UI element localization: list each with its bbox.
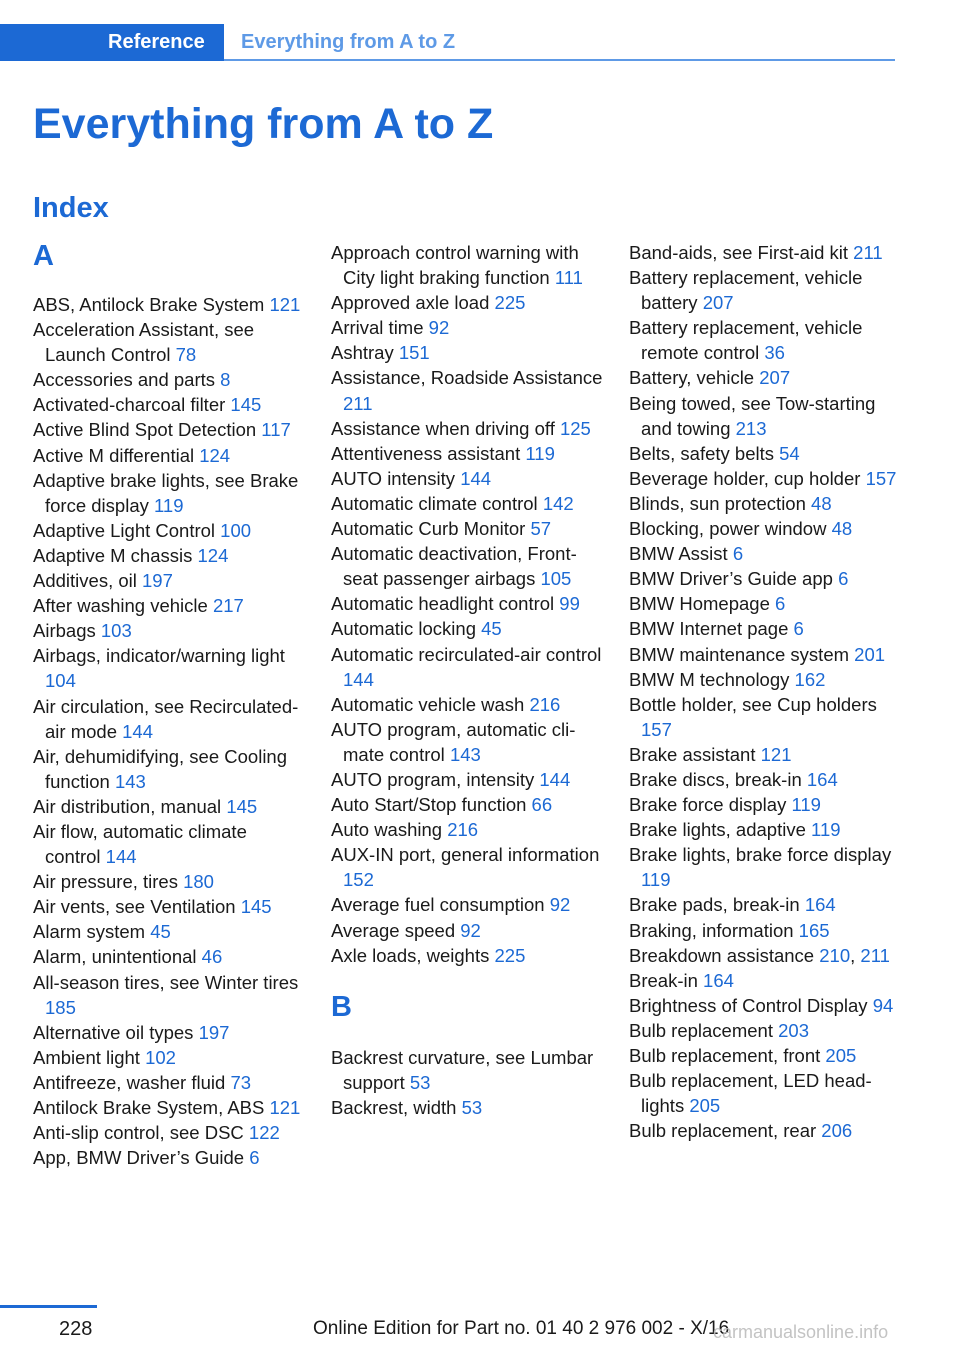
index-entry-text: Attentiveness assistant — [331, 442, 521, 464]
index-entry-text: Air, dehumidifying, see Cooling function — [33, 745, 288, 792]
page-link[interactable]: 180 — [183, 871, 214, 893]
index-entry-text: BMW M technology — [629, 668, 790, 690]
page-link[interactable]: 157 — [641, 718, 672, 740]
index-entry-text: Bottle holder, see Cup holders — [629, 693, 877, 715]
index-entry-text: AUTO intensity — [331, 467, 456, 489]
index-entry — [33, 367, 305, 392]
page-link[interactable]: 201 — [854, 643, 886, 665]
index-entry-text: Automatic climate control — [331, 492, 538, 514]
index-entry — [629, 667, 901, 692]
index-entry — [629, 466, 901, 491]
index-entry-text: Braking, information — [629, 919, 794, 941]
index-entry-text: Adaptive Light Control — [33, 519, 216, 541]
page-link[interactable]: 203 — [778, 1019, 809, 1041]
index-entry-text: Break-in — [629, 969, 698, 991]
page-link[interactable]: 205 — [825, 1045, 857, 1066]
index-entry — [33, 869, 305, 894]
page-link[interactable]: 117 — [261, 419, 291, 441]
index-entry — [33, 643, 305, 693]
index-entry — [629, 315, 901, 365]
page-link[interactable]: 143 — [114, 770, 146, 792]
index-entry — [629, 566, 901, 591]
index-entry-text: App, BMW Driver’s Guide — [33, 1147, 245, 1169]
index-entry — [33, 468, 305, 518]
index-entry — [331, 516, 603, 541]
index-entry — [629, 1068, 901, 1118]
index-entry — [331, 892, 603, 917]
index-entry-text: Activated-charcoal filter — [33, 394, 226, 416]
index-entry-text: Active M differential — [33, 444, 195, 466]
page-link[interactable]: 104 — [45, 670, 76, 692]
page-link[interactable]: 152 — [343, 869, 374, 891]
page-link[interactable]: 45 — [481, 618, 502, 640]
page-link[interactable]: 216 — [529, 693, 561, 715]
page-link[interactable]: 211 — [343, 392, 373, 414]
page-link[interactable]: 121 — [760, 743, 792, 765]
index-entry — [33, 518, 305, 543]
index-entry — [629, 968, 901, 993]
index-entry-text: Average fuel consumption — [331, 894, 545, 916]
page-link[interactable]: 102 — [145, 1046, 176, 1068]
index-entry-text: BMW Homepage — [629, 593, 770, 615]
index-entry — [33, 593, 305, 618]
page-link[interactable]: 103 — [100, 620, 132, 642]
index-entry-text: Arrival time — [331, 317, 424, 339]
watermark: carmanualsonline.info — [713, 1322, 889, 1342]
index-heading: Index — [33, 192, 109, 224]
index-entry-text: Brightness of Control Display — [629, 994, 868, 1016]
page-link[interactable]: 165 — [798, 919, 830, 941]
page-link[interactable]: 8 — [220, 369, 231, 391]
index-entry — [629, 541, 901, 566]
index-entry-text: Bulb replacement — [629, 1019, 773, 1041]
page-link[interactable]: 142 — [542, 492, 574, 514]
page-link[interactable]: 151 — [398, 342, 430, 364]
index-entry — [629, 792, 901, 817]
index-entry — [33, 744, 305, 794]
index-entry — [33, 292, 305, 317]
page-link[interactable]: 119 — [791, 794, 821, 816]
index-entry-text: Air distribution, manual — [33, 795, 222, 817]
index-entry — [629, 1018, 901, 1043]
index-entry — [331, 616, 603, 641]
index-entry-text: Blocking, power window — [629, 518, 827, 540]
page-link[interactable]: 144 — [460, 467, 492, 489]
page-link[interactable]: 121 — [269, 1097, 301, 1118]
index-entry-text: Backrest, width — [331, 1096, 457, 1118]
page-link[interactable]: 92 — [428, 317, 450, 339]
index-entry-text: Assistance, Roadside Assistance — [331, 367, 603, 389]
page-link[interactable]: 216 — [447, 819, 479, 841]
index-entry-text: After washing vehicle — [33, 595, 208, 617]
index-entry-text: Beverage holder, cup holder — [629, 467, 861, 489]
index-entry — [33, 568, 305, 593]
index-entry-text: Band-aids, see First-aid kit — [629, 242, 849, 263]
index-entry-text: Antilock Brake System, ABS — [33, 1097, 265, 1118]
index-entry: Breakdown assistance 210, 211 — [629, 944, 890, 966]
breadcrumb[interactable]: Everything from A to Z — [241, 31, 456, 53]
index-entry-text: Air circulation, see Recirculated-air mode — [33, 695, 299, 742]
index-entry — [33, 1095, 305, 1120]
page-link[interactable]: 48 — [831, 518, 853, 540]
index-entry-text: Additives, oil — [33, 570, 137, 592]
page-link[interactable]: 121 — [269, 294, 301, 315]
index-entry-text: Approach control warning with City light braking function — [331, 242, 579, 289]
index-entry — [331, 340, 603, 365]
index-letter: B — [331, 990, 352, 1023]
index-entry — [629, 516, 901, 541]
page-link[interactable]: 197 — [198, 1021, 230, 1043]
page-link[interactable]: 162 — [794, 668, 826, 690]
index-entry — [629, 240, 901, 265]
index-entry-text: Active Blind Spot Detection — [33, 419, 257, 441]
index-entry — [33, 1120, 305, 1145]
page-link[interactable]: 92 — [549, 894, 571, 916]
index-entry — [33, 919, 305, 944]
page-link[interactable]: 45 — [150, 921, 171, 943]
index-entry-text: BMW Assist — [629, 543, 728, 565]
index-entry — [629, 391, 901, 441]
index-entry-text: Automatic vehicle wash — [331, 693, 525, 715]
page-link[interactable]: 119 — [525, 442, 555, 464]
page-number: 228 — [59, 1318, 93, 1340]
index-column-2 — [331, 240, 603, 1120]
page-link[interactable]: 207 — [759, 367, 791, 389]
index-entry — [331, 441, 603, 466]
page-link[interactable]: 145 — [226, 795, 258, 817]
index-entry — [629, 365, 901, 390]
page-link[interactable]: 54 — [779, 442, 800, 464]
index-entry-text: Ashtray — [331, 342, 394, 364]
index-entry — [331, 692, 603, 717]
page-link[interactable]: 100 — [220, 519, 252, 541]
index-entry — [33, 392, 305, 417]
index-entry — [331, 1095, 603, 1120]
index-entry-text: Airbags, indicator/warning light — [33, 645, 285, 667]
index-entry-text: Automatic locking — [331, 618, 476, 640]
section-tab[interactable] — [0, 24, 224, 61]
index-entry-text: Approved axle load — [331, 292, 490, 314]
index-entry-text: Bulb replacement, LED headlights — [629, 1070, 872, 1117]
page-link[interactable]: 46 — [201, 946, 223, 968]
page-header — [0, 24, 895, 62]
index-entry-text: Blinds, sun protection — [629, 492, 806, 514]
page-link[interactable]: 210 — [819, 944, 851, 966]
index-entry — [331, 943, 603, 968]
page-link[interactable]: 225 — [494, 292, 526, 314]
index-entry — [33, 543, 305, 568]
page-link[interactable]: 207 — [702, 292, 734, 314]
index-column-3 — [629, 240, 901, 1143]
page-link[interactable]: 124 — [197, 544, 229, 566]
index-entry — [331, 792, 603, 817]
page-link[interactable]: 213 — [735, 417, 767, 439]
index-entry-text: Automatic headlight control — [331, 593, 555, 615]
page-link[interactable]: 164 — [703, 969, 734, 991]
footer-divider — [0, 1305, 97, 1308]
page-link[interactable]: 197 — [142, 570, 173, 592]
index-entry — [331, 642, 603, 692]
index-entry-text: Automatic recirculated-air control — [331, 643, 602, 665]
index-entry — [33, 443, 305, 468]
page-title: Everything from A to Z — [33, 100, 494, 148]
page-link[interactable]: 105 — [540, 568, 572, 590]
index-entry-text: Adaptive brake lights, see Brake force display — [33, 469, 299, 516]
page-link[interactable]: 53 — [409, 1071, 431, 1093]
index-entry — [331, 365, 603, 415]
index-entry-text: Breakdown assistance — [629, 944, 815, 966]
page-link[interactable]: 92 — [460, 919, 481, 941]
index-entry-text: Acceleration Assistant, see Launch Control — [33, 319, 255, 366]
page-link[interactable]: 164 — [806, 768, 838, 790]
index-entry — [629, 591, 901, 616]
page-link[interactable]: 211 — [860, 944, 890, 966]
index-entry-text: Auto Start/Stop function — [331, 794, 527, 816]
page-link[interactable]: 57 — [530, 518, 552, 540]
index-entry — [33, 894, 305, 919]
index-entry — [33, 1070, 305, 1095]
index-entry-text: AUX-IN port, general information — [331, 844, 600, 866]
page-link[interactable]: 6 — [838, 568, 849, 590]
index-entry-text: Brake lights, brake force display — [629, 844, 892, 866]
page-link[interactable]: 144 — [343, 668, 374, 690]
index-entry — [629, 1118, 901, 1143]
index-entry-text: Auto washing — [331, 819, 443, 841]
index-entry-text: Ambient light — [33, 1046, 140, 1068]
index-entry — [33, 618, 305, 643]
page-link[interactable]: 211 — [853, 242, 883, 263]
index-entry-text: Belts, safety belts — [629, 442, 774, 464]
index-entry — [33, 1020, 305, 1045]
page-link[interactable]: 206 — [821, 1120, 853, 1142]
page-link[interactable]: 99 — [559, 593, 580, 615]
section-tab-label: Reference — [108, 31, 205, 53]
index-entry — [629, 1043, 901, 1068]
index-entry — [331, 466, 603, 491]
index-entry-text: Battery replacement, vehicle remote control — [629, 317, 863, 364]
index-entry — [331, 842, 603, 892]
index-entry-text: Brake discs, break-in — [629, 768, 802, 790]
index-entry-text: Automatic Curb Monitor — [331, 518, 526, 540]
index-entry — [33, 1145, 305, 1170]
index-entry — [629, 993, 901, 1018]
page-link[interactable]: 225 — [494, 944, 526, 966]
index-entry — [629, 616, 901, 641]
index-entry — [629, 842, 901, 892]
index-entry-text: ABS, Antilock Brake System — [33, 294, 265, 315]
page-link[interactable]: 119 — [641, 869, 671, 891]
index-entry — [331, 315, 603, 340]
index-entry — [331, 817, 603, 842]
index-entry-text: Being towed, see Tow-starting and towing — [629, 392, 876, 439]
index-entry-text: Airbags — [33, 620, 96, 642]
page-link[interactable]: 143 — [449, 743, 481, 765]
index-entry-text: Brake lights, adaptive — [629, 819, 806, 841]
index-entry — [33, 970, 305, 1020]
index-entry-text: Battery, vehicle — [629, 367, 755, 389]
page-link[interactable]: 36 — [764, 342, 785, 364]
page-link[interactable]: 145 — [240, 896, 272, 918]
index-entry-text: Accessories and parts — [33, 369, 216, 391]
page-link[interactable]: 217 — [212, 595, 244, 617]
index-entry — [629, 642, 901, 667]
page-link[interactable]: 6 — [732, 543, 744, 565]
page-link[interactable]: 6 — [249, 1147, 260, 1169]
index-entry — [331, 416, 603, 441]
index-entry — [629, 742, 901, 767]
page-link[interactable]: 6 — [775, 593, 786, 615]
index-entry-text: Alarm system — [33, 921, 146, 943]
page-link[interactable]: 124 — [199, 444, 231, 466]
index-entry — [629, 918, 901, 943]
index-entry-text: Alarm, unintentional — [33, 946, 197, 968]
index-entry — [331, 918, 603, 943]
index-entry-text: Alternative oil types — [33, 1021, 194, 1043]
index-entry-text: BMW maintenance system — [629, 643, 850, 665]
index-entry — [629, 491, 901, 516]
index-entry — [33, 694, 305, 744]
index-entry — [331, 290, 603, 315]
page-link[interactable]: 125 — [559, 417, 591, 439]
page-link[interactable]: 185 — [45, 996, 76, 1018]
page-link[interactable]: 119 — [811, 819, 841, 841]
index-entry-text: Air flow, automatic climate control — [33, 820, 247, 868]
page-link[interactable]: 157 — [865, 467, 897, 489]
index-entry — [33, 794, 305, 819]
page-link[interactable]: 73 — [230, 1071, 252, 1093]
page-link[interactable]: 164 — [804, 894, 836, 916]
index-entry-text: AUTO program, intensity — [331, 768, 535, 790]
page-link[interactable]: 145 — [230, 394, 262, 416]
index-entry — [33, 417, 305, 442]
index-entry — [33, 1045, 305, 1070]
page-link[interactable]: 6 — [793, 618, 804, 640]
index-entry — [33, 944, 305, 969]
index-entry-text: Brake assistant — [629, 743, 756, 765]
index-entry-text: Battery replacement, vehicle battery — [629, 267, 863, 314]
index-entry-text: BMW Internet page — [629, 618, 789, 640]
index-entry — [33, 819, 305, 869]
index-entry-text: Backrest curvature, see Lumbar support — [331, 1046, 594, 1093]
index-entry-text: Antifreeze, washer fluid — [33, 1071, 226, 1093]
index-entry — [331, 541, 603, 591]
page-link[interactable]: 53 — [461, 1096, 483, 1118]
index-entry-text: Bulb replacement, rear — [629, 1120, 817, 1142]
index-entry — [331, 591, 603, 616]
index-entry — [629, 817, 901, 842]
page-link[interactable]: 122 — [248, 1122, 280, 1144]
index-entry — [629, 767, 901, 792]
page-link[interactable]: 119 — [154, 494, 184, 516]
page-link[interactable]: 144 — [539, 768, 571, 790]
index-entry — [629, 892, 901, 917]
index-entry-text: BMW Driver’s Guide app — [629, 568, 833, 590]
index-entry-text: Automatic deactivation, Front-seat passenger airbags — [331, 543, 577, 590]
page-link[interactable]: 144 — [122, 720, 153, 742]
page-link[interactable]: 205 — [689, 1095, 721, 1117]
index-entry-text: Axle loads, weights — [331, 944, 490, 966]
edition-note: Online Edition for Part no. 01 40 2 976 002 - X/16 — [313, 1318, 730, 1339]
index-entry — [33, 317, 305, 367]
index-entry — [331, 491, 603, 516]
page-link[interactable]: 111 — [554, 267, 583, 289]
index-entry — [331, 1045, 603, 1095]
index-entry-text: Anti-slip control, see DSC — [33, 1122, 244, 1144]
index-entry — [331, 767, 603, 792]
page-link[interactable]: 48 — [811, 492, 832, 514]
index-entry-text: Brake force display — [629, 794, 787, 816]
index-entry-text: Adaptive M chassis — [33, 544, 193, 566]
index-entry-text: AUTO program, automatic climate control — [331, 718, 576, 765]
index-letter: A — [33, 240, 54, 272]
page-link[interactable]: 66 — [531, 794, 553, 816]
index-entry-text: Air pressure, tires — [33, 871, 178, 893]
index-entry — [629, 265, 901, 315]
page-link[interactable]: 78 — [175, 344, 197, 366]
index-entry-text: Brake pads, break-in — [629, 894, 800, 916]
index-entry — [331, 240, 603, 290]
index-entry-text: Bulb replacement, front — [629, 1045, 821, 1066]
header-divider — [224, 59, 895, 61]
page-link[interactable]: 94 — [872, 994, 894, 1016]
index-entry-text: Air vents, see Ventilation — [33, 896, 236, 918]
index-entry — [629, 441, 901, 466]
index-entry-text: Assistance when driving off — [331, 417, 555, 439]
index-column-1 — [33, 240, 305, 1170]
index-entry-text: All-season tires, see Winter tires — [33, 971, 299, 993]
index-entry-text: Average speed — [331, 919, 456, 941]
index-entry — [629, 692, 901, 742]
index-entry — [331, 717, 603, 767]
page-link[interactable]: 144 — [105, 846, 137, 868]
